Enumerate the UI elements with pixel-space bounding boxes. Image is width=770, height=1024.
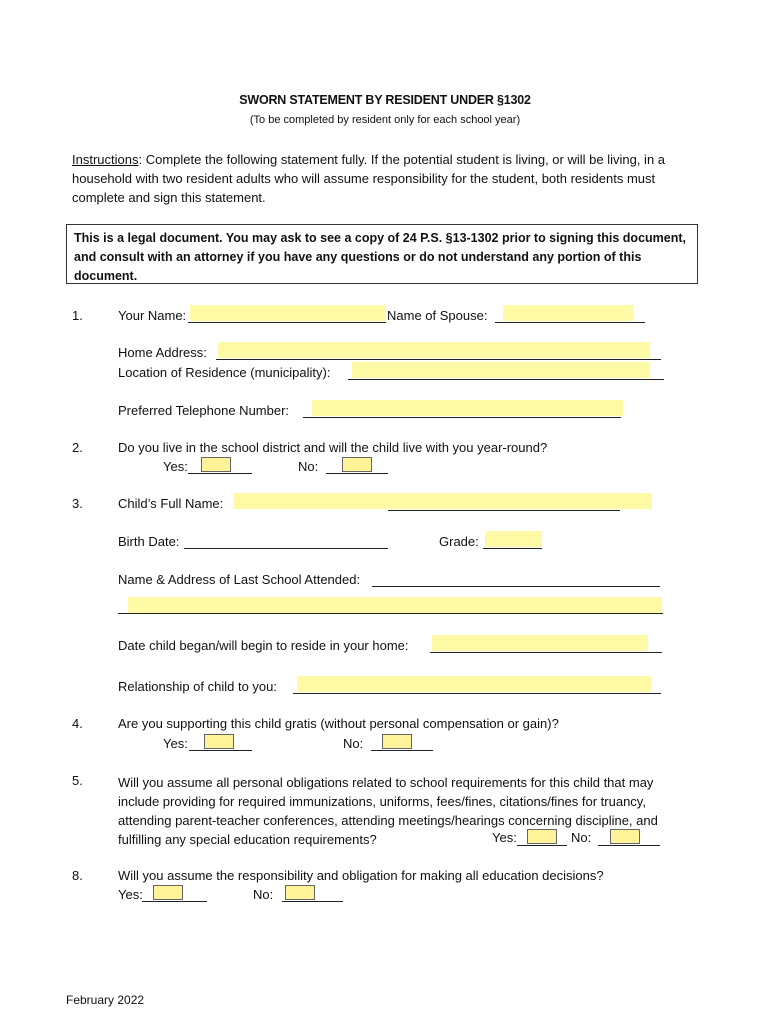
document-title: SWORN STATEMENT BY RESIDENT UNDER §1302: [239, 93, 531, 107]
item-number-8: 8.: [72, 868, 83, 883]
item-number-1: 1.: [72, 308, 83, 323]
q4-no-underline: [371, 750, 433, 751]
q5-yes-checkbox[interactable]: [527, 829, 557, 844]
q5-no-checkbox[interactable]: [610, 829, 640, 844]
telephone-label: Preferred Telephone Number:: [118, 403, 290, 418]
q5-no-underline: [598, 845, 660, 846]
child-name-label: Child’s Full Name:: [118, 496, 224, 511]
q4-no-label: No:: [343, 736, 364, 751]
location-field[interactable]: [352, 362, 650, 378]
last-school-field[interactable]: [128, 597, 662, 613]
home-address-underline: [216, 359, 661, 360]
child-name-field[interactable]: [234, 493, 652, 509]
legal-notice: This is a legal document. You may ask to see a copy of 24 P.S. §13-1302 prior to signing this document, and consult with an attorney if you have any questions or do not understand any portion of this document.: [66, 224, 698, 284]
q8-no-underline: [282, 901, 343, 902]
grade-label: Grade:: [439, 534, 479, 549]
birth-date-field[interactable]: [184, 548, 388, 549]
question-4: Are you supporting this child gratis (without personal compensation or gain)?: [118, 716, 559, 731]
last-school-line-1[interactable]: [372, 586, 660, 587]
your-name-underline: [188, 322, 386, 323]
q2-yes-label: Yes:: [163, 459, 188, 474]
q2-yes-underline: [188, 473, 252, 474]
question-2: Do you live in the school district and will the child live with you year-round?: [118, 440, 548, 455]
birth-date-label: Birth Date:: [118, 534, 180, 549]
q8-yes-checkbox[interactable]: [153, 885, 183, 900]
item-number-3: 3.: [72, 496, 83, 511]
spouse-name-underline: [495, 322, 645, 323]
q5-yes-label: Yes:: [492, 830, 517, 845]
your-name-label: Your Name:: [118, 308, 187, 323]
q8-yes-underline: [142, 901, 207, 902]
last-school-label: Name & Address of Last School Attended:: [118, 572, 361, 587]
spouse-name-field[interactable]: [503, 305, 633, 321]
document-subtitle: (To be completed by resident only for each school year): [249, 114, 521, 126]
item-number-2: 2.: [72, 440, 83, 455]
q2-no-checkbox[interactable]: [342, 457, 372, 472]
q2-no-underline: [326, 473, 388, 474]
relationship-underline: [293, 693, 661, 694]
spouse-name-label: Name of Spouse:: [387, 308, 488, 323]
q5-yes-underline: [517, 845, 567, 846]
your-name-field[interactable]: [190, 305, 385, 321]
date-began-label: Date child began/will begin to reside in your home:: [118, 638, 409, 653]
footer-date: February 2022: [66, 993, 145, 1007]
date-began-underline: [430, 652, 662, 653]
item-number-5: 5.: [72, 773, 83, 788]
q4-no-checkbox[interactable]: [382, 734, 412, 749]
instructions: [72, 150, 682, 207]
location-underline: [348, 379, 664, 380]
instructions-text: : Complete the following statement fully. If the potential student is living, or will be living, in a household with two resident adults who will assume responsibility for the student, both residents must complete and sign this statement.: [72, 152, 666, 205]
q4-yes-underline: [189, 750, 252, 751]
telephone-field[interactable]: [312, 400, 623, 416]
item-number-4: 4.: [72, 716, 83, 731]
q4-yes-label: Yes:: [163, 736, 188, 751]
q2-no-label: No:: [298, 459, 319, 474]
q2-yes-checkbox[interactable]: [201, 457, 231, 472]
home-address-field[interactable]: [218, 342, 650, 358]
grade-underline: [483, 548, 542, 549]
last-school-line-2: [118, 613, 663, 614]
grade-field[interactable]: [485, 531, 542, 547]
child-name-underline: [388, 510, 620, 511]
relationship-field[interactable]: [297, 676, 651, 692]
q8-yes-label: Yes:: [118, 887, 143, 902]
question-5-text: Will you assume all personal obligations related to school requirements for this child that may include providing for required immunizations, uniforms, fees/fines, citations/fines for truancy, attending parent-teacher conferences, attending meetings/hearings concerning discipline, and fulfilling any special education requirements?: [118, 775, 658, 847]
q4-yes-checkbox[interactable]: [204, 734, 234, 749]
relationship-label: Relationship of child to you:: [118, 679, 277, 694]
telephone-underline: [303, 417, 621, 418]
q8-no-label: No:: [253, 887, 274, 902]
date-began-field[interactable]: [432, 635, 648, 651]
q8-no-checkbox[interactable]: [285, 885, 315, 900]
question-8: Will you assume the responsibility and obligation for making all education decisions?: [118, 868, 604, 883]
location-label: Location of Residence (municipality):: [118, 365, 331, 380]
instructions-label: Instructions: [72, 152, 139, 167]
home-address-label: Home Address:: [118, 345, 207, 360]
q5-no-label: No:: [571, 830, 592, 845]
